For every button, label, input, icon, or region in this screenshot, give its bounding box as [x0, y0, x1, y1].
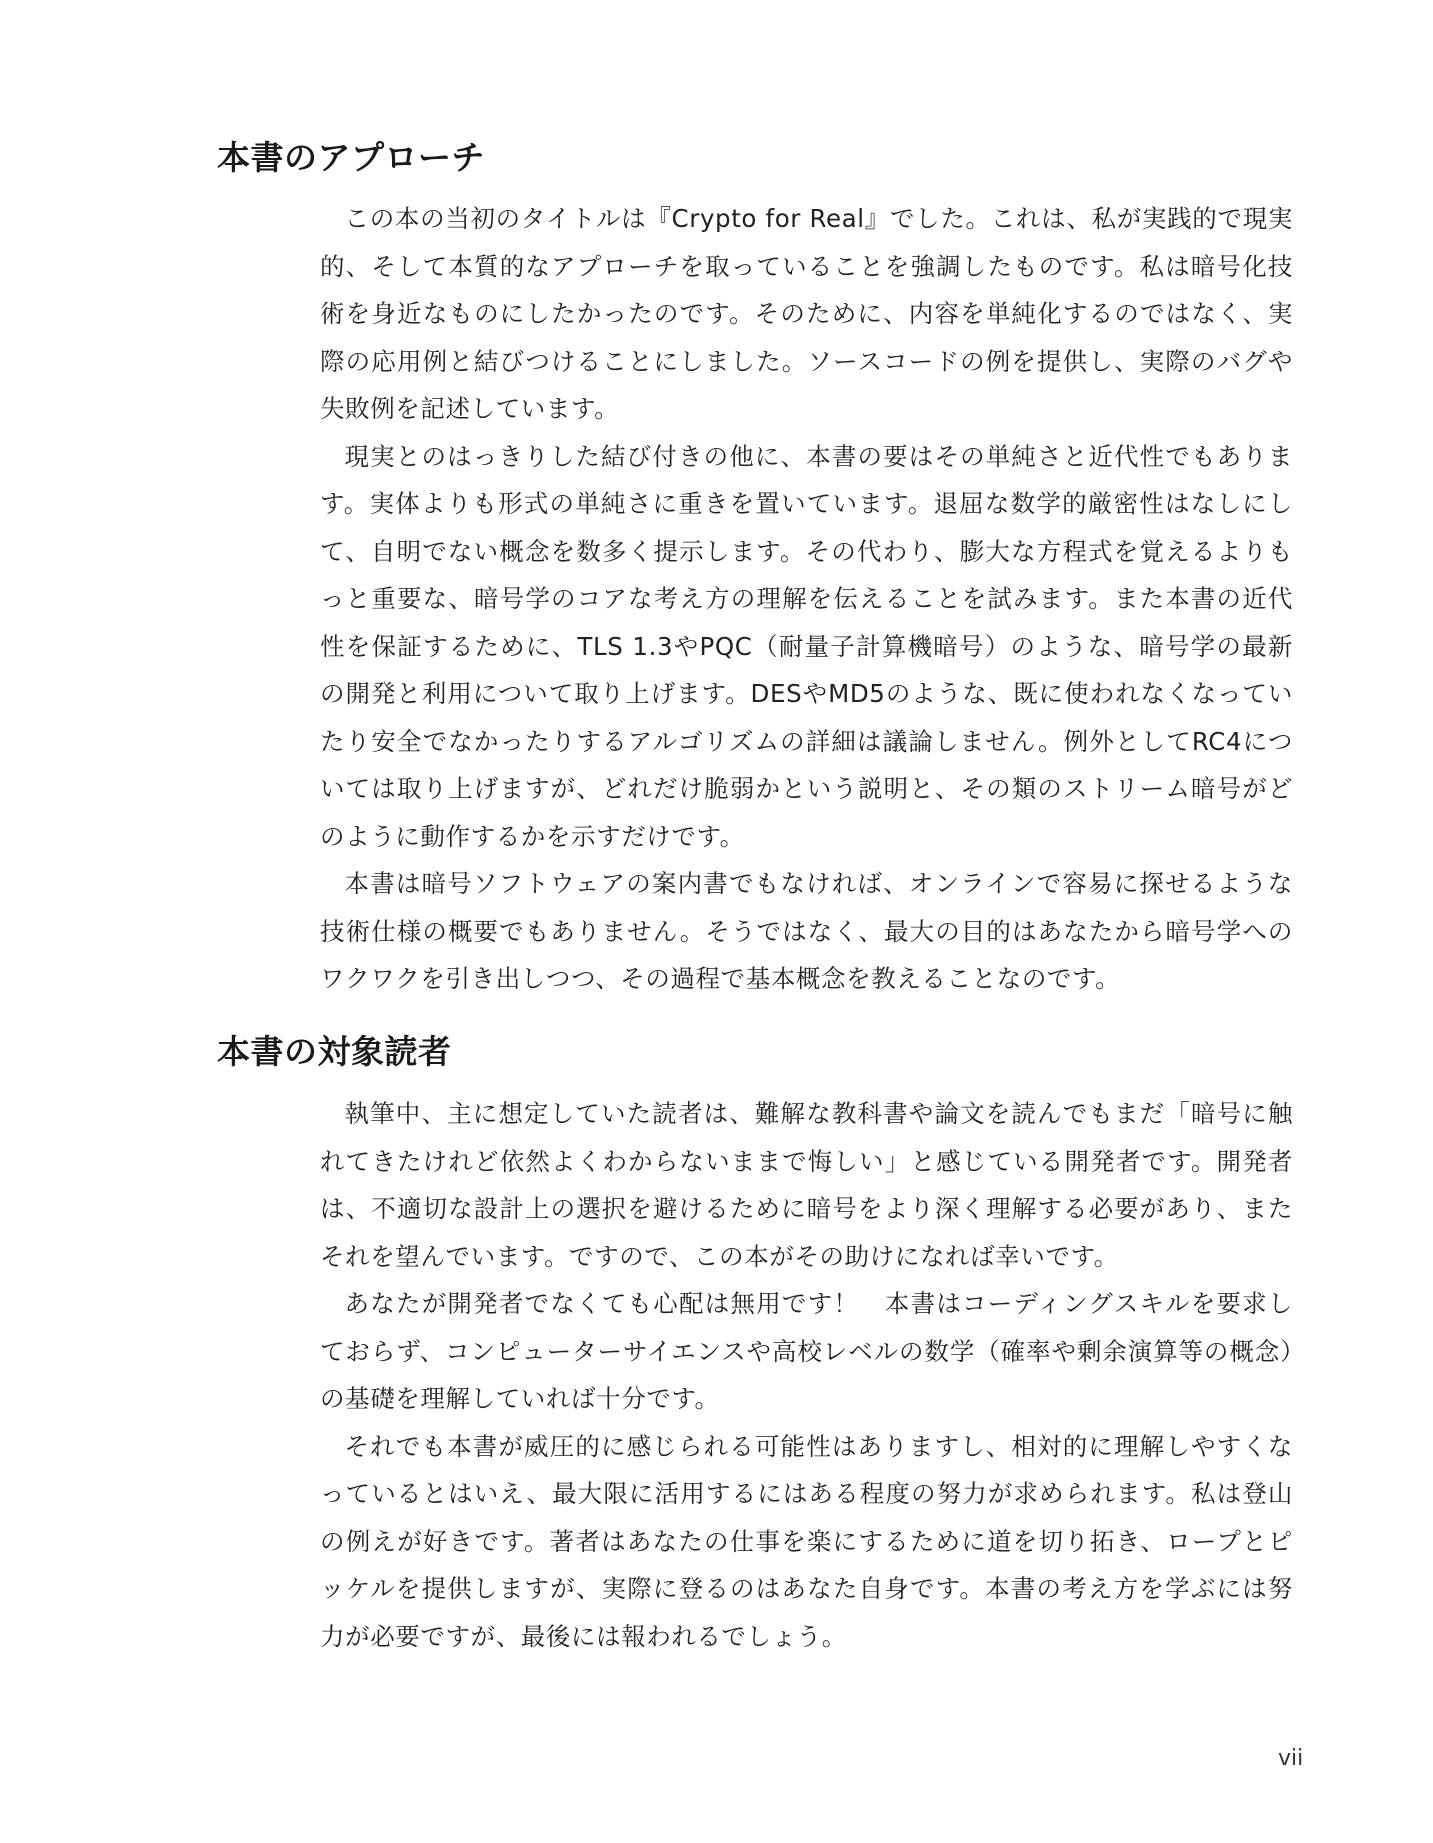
- section-heading-audience: 本書の対象読者: [217, 1032, 452, 1071]
- section-heading-approach: 本書のアプローチ: [217, 138, 485, 177]
- paragraph: 執筆中、主に想定していた読者は、難解な教科書や論文を読んでもまだ「暗号に触れてきたけれど依然よくわからないままで悔しい」と感じている開発者です。開発者は、不適切な設計上の選択を避けるために暗号をより深く理解する必要があり、またそれを望んでいます。ですので、この本がその助けになれば幸いです。: [320, 1099, 1293, 1271]
- paragraph: この本の当初のタイトルは『Crypto for Real』でした。これは、私が実践的で現実的、そして本質的なアプローチを取っていることを強調したものです。私は暗号化技術を身近なものにしたかったのです。そのために、内容を単純化するのではなく、実際の応用例と結びつけることにしました。ソースコードの例を提供し、実際のバグや失敗例を記述しています。: [320, 204, 1293, 423]
- paragraph: あなたが開発者でなくても心配は無用です！ 本書はコーディングスキルを要求しておらず、コンピューターサイエンスや高校レベルの数学（確率や剰余演算等の概念）の基礎を理解していれば十分です。: [320, 1289, 1293, 1413]
- section-body-audience: [320, 1090, 1293, 1660]
- paragraph: それでも本書が威圧的に感じられる可能性はありますし、相対的に理解しやすくなっているとはいえ、最大限に活用するにはある程度の努力が求められます。私は登山の例えが好きです。著者はあなたの仕事を楽にするために道を切り拓き、ロープとピッケルを提供しますが、実際に登るのはあなた自身です。本書の考え方を学ぶには努力が必要ですが、最後には報われるでしょう。: [320, 1431, 1293, 1651]
- paragraph: 本書は暗号ソフトウェアの案内書でもなければ、オンラインで容易に探せるような技術仕様の概要でもありません。そうではなく、最大の目的はあなたから暗号学へのワクワクを引き出しつつ、その過程で基本概念を教えることなのです。: [320, 869, 1293, 993]
- section-body-approach: [320, 195, 1293, 1003]
- page-number: vii: [1278, 1746, 1304, 1771]
- paragraph: 現実とのはっきりした結び付きの他に、本書の要はその単純さと近代性でもあります。実体よりも形式の単純さに重きを置いています。退屈な数学的厳密性はなしにして、自明でない概念を数多く提示します。その代わり、膨大な方程式を覚えるよりもっと重要な、暗号学のコアな考え方の理解を伝えることを試みます。また本書の近代性を保証するために、TLS 1.3やPQC（耐量子計算機暗号）のような、暗号学の最新の開発と利用について取り上げます。DESやMD5のような、既に使われなくなっていたり安全でなかったりするアルゴリズムの詳細は議論しません。例外としてRC4については取り上げますが、どれだけ脆弱かという説明と、その類のストリーム暗号がどのように動作するかを示すだけです。: [320, 441, 1293, 851]
